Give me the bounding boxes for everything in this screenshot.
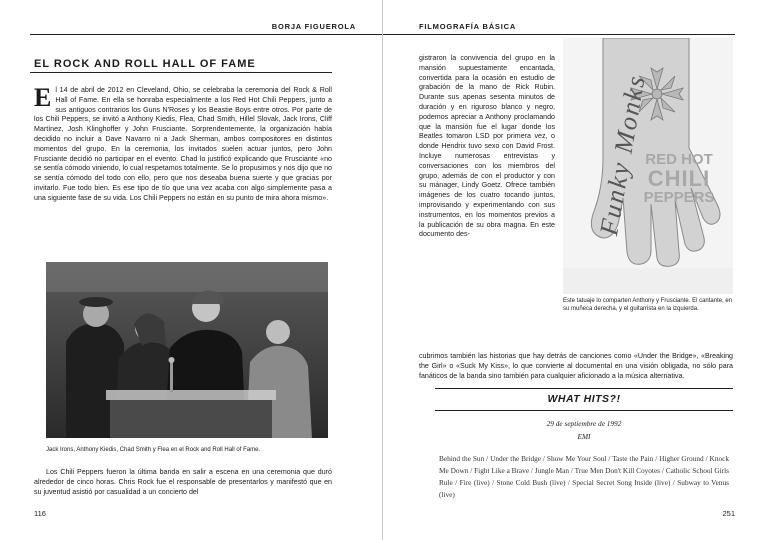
band-logo-line-3: PEPPERS [643, 189, 715, 206]
band-logo-text [625, 150, 733, 207]
photo-caption: Jack Irons, Anthony Kiedis, Chad Smith y Flea en el Rock and Roll Hall of Fame. [46, 447, 261, 453]
closing-paragraph: Los Chili Peppers fueron la última banda en salir a escena en una ceremonia que duró alrededor de cinco horas. Chris Rock fue el responsable de presentarlos y manifestó que en su juventud asistió por casualidad a un concierto del [34, 468, 332, 496]
what-hits-bottom-rule [435, 410, 733, 411]
header-rule [383, 34, 735, 35]
release-date: 29 de septiembre de 1992 [546, 419, 622, 428]
tattoo-caption: Este tatuaje lo comparten Anthony y Frusciante. El cantante, en su muñeca derecha, y el guitarrista en la izquierda. [563, 298, 733, 312]
running-head-author: BORJA FIGUEROLA [271, 22, 356, 31]
drop-cap: E [34, 83, 52, 112]
page-number-left: 116 [34, 509, 46, 518]
column-paragraph: gistraron la convivencia del grupo en la mansión supuestamente encantada, convertida para la ocasión en estudio de grabación de la mano de Rick Rubin. Durante sus apenas sesenta minutos de duración y en riguroso blanco y negro, podemos apreciar a Anthony proclamando que la mansión fue el lugar donde los Beatles tomaron LSD por primera vez, o donde Hendrix tuvo sexo con David Frost. Incluye numerosas entrevistas y conversaciones con los miembros del grupo, además de con el productor y con su mánager, Lindy Goetz. Ofrece también imágenes de los cuatro tocando juntos, improvisando y experimentando con sus instrumentos, en los momentos previos a la publicación de su obra magna. En este documento des- [419, 54, 555, 239]
album-title: WHAT HITS?! [547, 393, 621, 405]
band-photo-image [46, 262, 328, 438]
running-head-chapter: FILMOGRAFÍA BÁSICA [419, 22, 517, 31]
band-logo-line-2: CHILI [647, 166, 711, 191]
full-width-paragraph: cubrimos también las historias que hay detrás de canciones como «Under the Bridge», «Breaking the Girl» o «Suck My Kiss», lo que convierte al documental en una visión obligada, no sólo para fanáticos de la banda sino también para cualquier aficionado a la música alternativa. [419, 352, 733, 380]
right-page [383, 0, 765, 540]
page-number-right: 251 [722, 509, 735, 518]
intro-paragraph [34, 83, 332, 204]
tracklist: Behind the Sun / Under the Bridge / Show Me Your Soul / Taste the Pain / Higher Ground / Knock Me Down / Fight Like a Brave / Jungle Man / True Men Don't Kill Coyotes / Catholic School Girls Rule / Fire (live) / Stone Cold Bush (live) / Special Secret Song Inside (live) / Subway to Venus (live) [439, 454, 729, 499]
tattoo-script-text: Funky Monks [594, 72, 651, 238]
record-label: EMI [577, 432, 591, 441]
band-photo [46, 262, 328, 438]
intro-paragraph-text: l 14 de abril de 2012 en Cleveland, Ohio, se celebraba la ceremonia del Rock & Roll Hall of Fame. En ella se honraba especialmente a los Red Hot Chili Peppers, junto a sus antiguos contrarios los Guns N'Roses y los Beastie Boys entre otros. Por parte de los Chili Peppers, se invitó a Anthony Kiedis, Flea, Chad Smith, Hillel Slovak, Jack Irons, Cliff Martínez, Josh Klinghoffer y John Frusciante. Sorprendentemente, la organización había decidido no incluir a Dave Navarro ni a Jack Sherman, ambos compositores en distintos momentos del grupo. En la ceremonia, los invitados suelen actuar juntos, pero John Frusciante decidió no participar en el evento. Chad lo justificó explicando que Frusciante «no se sentía cómodo viniendo, lo cual respetamos totalmente. Se lo propusimos y nos dijo que no se sentía cómodo del todo con ello, pero que nos deseaba buena suerte y que gracias por invitarlo. Fue todo bien. Es ese tipo de tío que una vez acaba con algo simplemente pasa a una siguiente fase de su vida. Los Chili Peppers no están en su punto de mira ahora mismo». [34, 86, 332, 202]
tattoo-artwork [563, 38, 733, 294]
left-page [0, 0, 382, 540]
title-rule [30, 72, 332, 73]
header-rule [30, 34, 382, 35]
section-title: EL ROCK AND ROLL HALL OF FAME [34, 58, 256, 70]
what-hits-top-rule [435, 388, 733, 389]
band-logo-line-1: RED HOT [645, 151, 713, 168]
